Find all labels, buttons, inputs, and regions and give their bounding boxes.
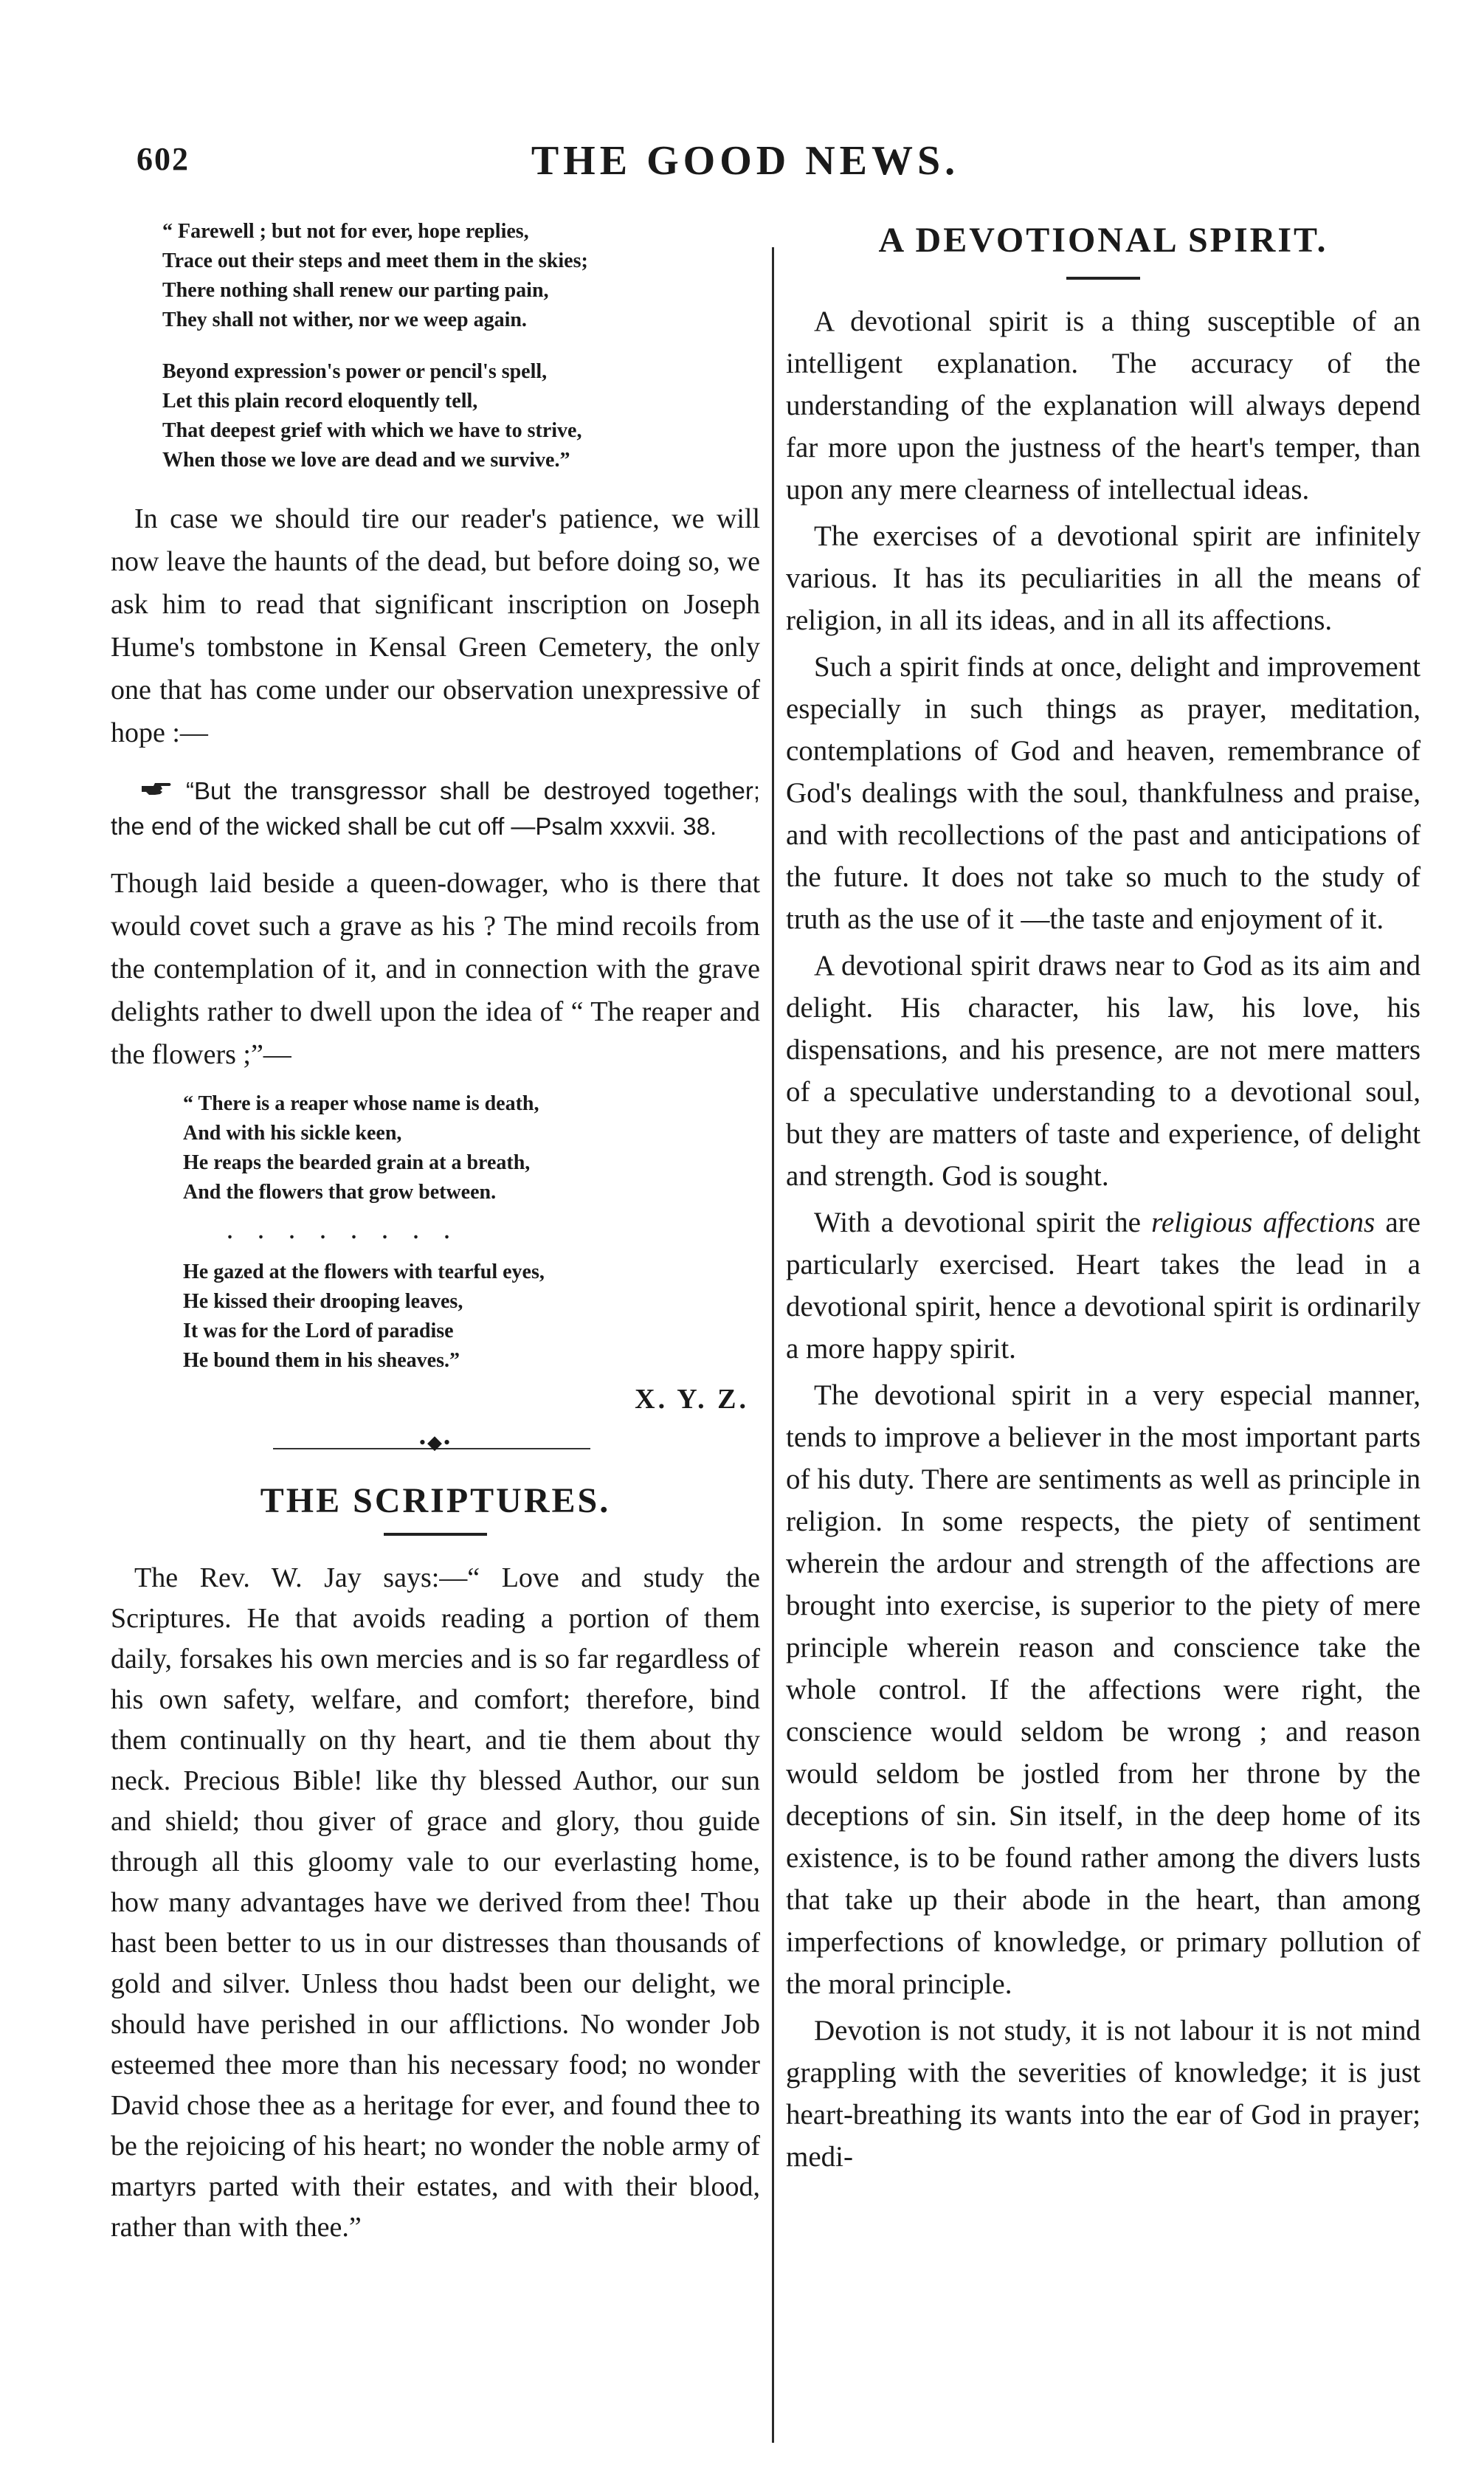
scripture-quote <box>111 773 760 844</box>
poem-reaper <box>183 1089 760 1376</box>
body-paragraph: Such a spirit finds at once, delight and improvement especially in such things as prayer, meditation, contemplations of God and heaven, remembrance of God's dealings with the soul, thankfulness and praise, and with recollections of the past and anticipations of the future. It does not take so much to the study of truth as the use of it —the taste and enjoyment of it. <box>786 651 1421 935</box>
section-title: THE SCRIPTURES. <box>260 1481 611 1520</box>
body-paragraph: The Rev. W. Jay says:—“ Love and study the Scriptures. He that avoids reading a portion of them daily, forsakes his own mercies and is so far regardless of his own safety, welfare, and comfort; therefore, bind them continually on thy heart, and tie them about thy neck. Precious Bible! like thy blessed Author, our sun and shield; thou giver of grace and glory, thou guide through all this gloomy vale to our everlasting home, how many advantages have we derived from thee! Thou hast been better to us in our distresses than thousands of gold and silver. Unless thou hadst been our delight, we should have perished in our afflictions. No wonder Job esteemed thee more than his necessary food; no wonder David chose thee as a heritage for ever, and found thee to be the rejoicing of his heart; no wonder the noble army of martyrs parted with their estates, and with their blood, rather than with thee.” <box>111 1562 760 2243</box>
poem-line: Trace out their steps and meet them in the skies; <box>162 249 588 272</box>
poem-line: He reaps the bearded grain at a breath, <box>183 1151 531 1174</box>
poem-stanza <box>162 357 760 475</box>
divider-ornament: •◆• <box>418 1432 452 1453</box>
poem-line: “ Farewell ; but not for ever, hope replies, <box>162 220 529 243</box>
article-title: A DEVOTIONAL SPIRIT. <box>878 221 1328 260</box>
poem-stanza <box>183 1089 760 1207</box>
poem-line: Let this plain record eloquently tell, <box>162 390 478 413</box>
poem-ellipsis: . . . . . . . . <box>227 1221 460 1244</box>
poem-stanza <box>183 1258 760 1376</box>
page-number: 602 <box>137 141 190 177</box>
signature: X. Y. Z. <box>635 1384 749 1415</box>
poem-line: And with his sickle keen, <box>183 1122 402 1145</box>
running-title: THE GOOD NEWS. <box>531 138 960 184</box>
body-paragraph: Devotion is not study, it is not labour it is not mind grappling with the severities of knowledge; it is just heart-breathing its wants into the ear of God in prayer; medi- <box>786 2015 1421 2173</box>
poem-line: And the flowers that grow between. <box>183 1181 497 1204</box>
emphasis-text: religious affections <box>1151 1207 1376 1238</box>
poem-line: He gazed at the flowers with tearful eyes, <box>183 1260 545 1283</box>
text-run: are particularly exercised. Heart takes the lead in a devotional spirit, hence a devotional spirit is ordinarily a more happy spirit. <box>786 1207 1421 1365</box>
poem-line: There nothing shall renew our parting pain, <box>162 279 549 302</box>
body-paragraph: A devotional spirit is a thing susceptible of an intelligent explanation. The accuracy of the understanding of the explanation will always depend far more upon the justness of the heart's temper, than upon any mere clearness of intellectual ideas. <box>786 306 1421 506</box>
body-paragraph: The exercises of a devotional spirit are infinitely various. It has its peculiarities in all the means of religion, in all its ideas, and in all its affections. <box>786 520 1421 636</box>
left-column <box>111 214 760 2248</box>
poem-farewell <box>162 217 760 475</box>
pointing-hand-icon <box>140 773 173 809</box>
text-run: With a devotional spirit the <box>814 1207 1152 1238</box>
body-paragraph: The devotional spirit in a very especial manner, tends to improve a believer in the most important parts of his duty. There are sentiments as well as principle in religion. In some respects, the piety of sentiment wherein the ardour and strength of the affections are brought into exercise, is superior to the piety of mere principle wherein reason and conscience take the whole control. If the affections were right, the conscience would seldom be wrong ; and reason would seldom be jostled from her throne by the deceptions of sin. Sin itself, in the deep home of its existence, is to be found rather among the divers lusts that take up their abode in the heart, than among imperfections of knowledge, or primary pollution of the moral principle. <box>786 1379 1421 2000</box>
page-header <box>111 140 1380 199</box>
body-paragraph: Though laid beside a queen-dowager, who is there that would covet such a grave as his ? The mind recoils from the contemplation of it, and in connection with the grave delights rather to dwell upon the idea of “ The reaper and the flowers ;”— <box>111 868 760 1070</box>
title-rule <box>384 1533 487 1536</box>
title-rule <box>1066 277 1140 280</box>
quote-text: “But the transgressor shall be destroyed together; the end of the wicked shall be cut off —Psalm xxxvii. 38. <box>111 777 760 840</box>
poem-line: They shall not wither, nor we weep again. <box>162 308 527 331</box>
poem-line: He bound them in his sheaves.” <box>183 1349 460 1372</box>
body-paragraph <box>786 1201 1421 1370</box>
body-paragraph: In case we should tire our reader's patience, we will now leave the haunts of the dead, but before doing so, we ask him to read that significant inscription on Joseph Hume's tombstone in Kensal Green Cemetery, the only one that has come under our observation unexpressive of hope :— <box>111 503 760 748</box>
column-rule <box>772 247 774 2443</box>
poem-line: He kissed their drooping leaves, <box>183 1290 463 1313</box>
poem-line: Beyond expression's power or pencil's spell, <box>162 360 548 383</box>
poem-line: “ There is a reaper whose name is death, <box>183 1092 539 1115</box>
poem-line: That deepest grief with which we have to strive, <box>162 419 582 442</box>
section-divider <box>111 1432 760 1460</box>
poem-line: When those we love are dead and we survive.” <box>162 449 570 472</box>
poem-stanza <box>162 217 760 335</box>
body-paragraph: A devotional spirit draws near to God as its aim and delight. His character, his law, his love, his dispensations, and his presence, are not mere matters of a speculative understanding to a devotional soul, but they are matters of taste and experience, of delight and strength. God is sought. <box>786 950 1421 1192</box>
poem-line: It was for the Lord of paradise <box>183 1320 454 1342</box>
right-column <box>786 214 1421 2178</box>
